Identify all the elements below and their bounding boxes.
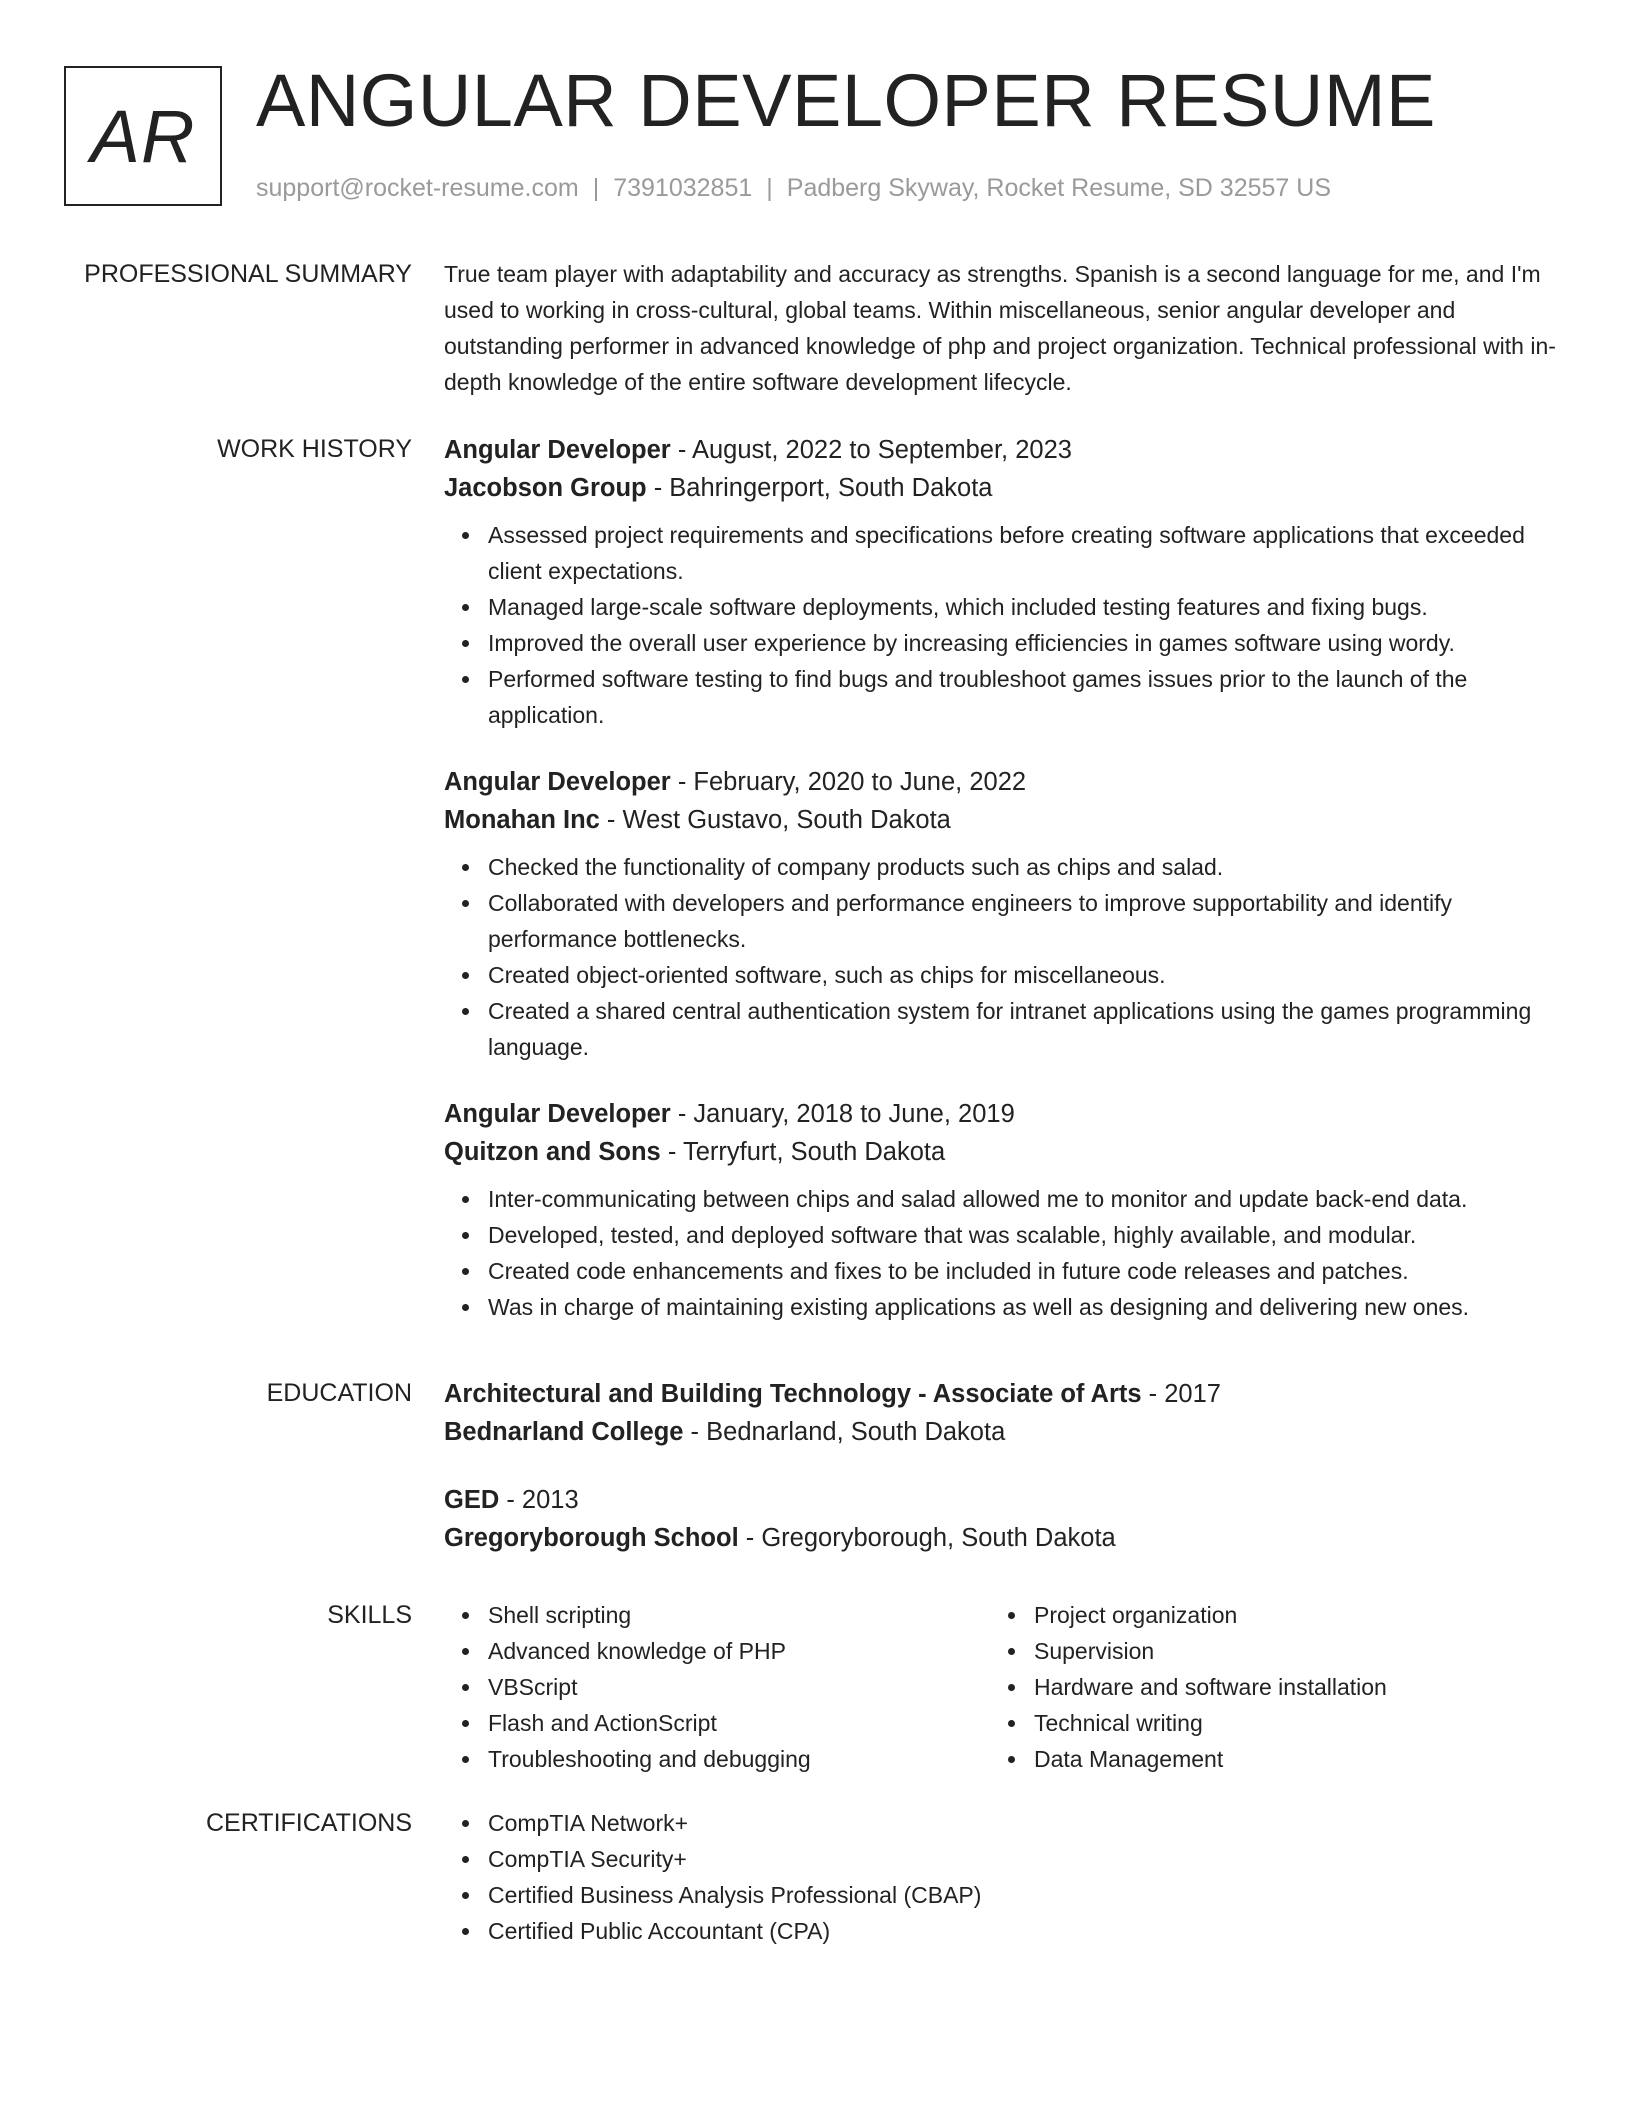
job-bullet: Developed, tested, and deployed software that was scalable, highly available, and modular. — [488, 1217, 1560, 1253]
job-bullet: Created object-oriented software, such as chips for miscellaneous. — [488, 957, 1560, 993]
job-entry — [444, 431, 1560, 733]
job-dates: - January, 2018 to June, 2019 — [670, 1100, 1015, 1128]
job-bullet: Checked the functionality of company products such as chips and salad. — [488, 849, 1560, 885]
job-company-line — [444, 1133, 1560, 1171]
education-location: - Gregoryborough, South Dakota — [738, 1524, 1116, 1552]
job-location: - Terryfurt, South Dakota — [660, 1138, 946, 1166]
skill-item: Data Management — [1034, 1741, 1536, 1777]
skill-item: VBScript — [488, 1669, 990, 1705]
certification-item: Certified Public Accountant (CPA) — [488, 1913, 1560, 1949]
skills-label: SKILLS — [327, 1601, 412, 1629]
job-title-line — [444, 431, 1560, 469]
job-bullets — [444, 849, 1560, 1065]
certification-item: Certified Business Analysis Professional (CBAP) — [488, 1877, 1560, 1913]
education-school: Bednarland College — [444, 1418, 684, 1446]
education-school-line — [444, 1519, 1560, 1557]
skill-item: Hardware and software installation — [1034, 1669, 1536, 1705]
skill-item: Project organization — [1034, 1597, 1536, 1633]
job-company: Jacobson Group — [444, 474, 647, 502]
summary-text: True team player with adaptability and accuracy as strengths. Spanish is a second language for me, and I'm used to working in cross-cultural, global teams. Within miscellaneous, senior angular developer and outstanding performer in advanced knowledge of php and project organization. Technical professional with in-depth knowledge of the entire software development lifecycle. — [444, 261, 1556, 395]
contact-line — [256, 174, 1331, 203]
job-title: Angular Developer — [444, 768, 671, 796]
contact-phone: 7391032851 — [613, 174, 753, 202]
job-entry — [444, 1095, 1560, 1325]
job-bullet: Performed software testing to find bugs and troubleshoot games issues prior to the launch of the application. — [488, 661, 1560, 733]
contact-address: Padberg Skyway, Rocket Resume, SD 32557 US — [786, 174, 1332, 202]
job-bullets — [444, 517, 1560, 733]
job-bullets — [444, 1181, 1560, 1325]
job-bullet: Assessed project requirements and specifications before creating software applications that exceeded client expectations. — [488, 517, 1560, 589]
job-bullet: Improved the overall user experience by increasing efficiencies in games software using wordy. — [488, 625, 1560, 661]
job-dates: - August, 2022 to September, 2023 — [670, 436, 1072, 464]
education-year: - 2013 — [499, 1486, 579, 1514]
education-year: - 2017 — [1141, 1380, 1221, 1408]
resume-title: ANGULAR DEVELOPER RESUME — [256, 59, 1436, 142]
certification-item: CompTIA Security+ — [488, 1841, 1560, 1877]
job-bullet: Managed large-scale software deployments, which included testing features and fixing bugs. — [488, 589, 1560, 625]
skill-item: Technical writing — [1034, 1705, 1536, 1741]
job-company: Monahan Inc — [444, 806, 600, 834]
job-title-line — [444, 1095, 1560, 1133]
work-history-label: WORK HISTORY — [217, 435, 412, 463]
job-title: Angular Developer — [444, 436, 671, 464]
education-degree-line — [444, 1375, 1560, 1413]
skill-item: Supervision — [1034, 1633, 1536, 1669]
skills-list — [444, 1597, 990, 1777]
education-entry — [444, 1481, 1560, 1557]
skills-column-right — [990, 1597, 1536, 1777]
education-location: - Bednarland, South Dakota — [683, 1418, 1006, 1446]
job-title: Angular Developer — [444, 1100, 671, 1128]
contact-separator: | — [592, 174, 600, 202]
education-degree: Architectural and Building Technology - Associate of Arts — [444, 1380, 1142, 1408]
education-degree-line — [444, 1481, 1560, 1519]
job-location: - West Gustavo, South Dakota — [599, 806, 951, 834]
skill-item: Troubleshooting and debugging — [488, 1741, 990, 1777]
job-bullet: Created a shared central authentication system for intranet applications using the games programming language. — [488, 993, 1560, 1065]
job-location: - Bahringerport, South Dakota — [646, 474, 993, 502]
skills-list — [990, 1597, 1536, 1777]
education-school: Gregoryborough School — [444, 1524, 739, 1552]
job-company: Quitzon and Sons — [444, 1138, 661, 1166]
education-school-line — [444, 1413, 1560, 1451]
contact-separator: | — [766, 174, 773, 202]
skill-item: Shell scripting — [488, 1597, 990, 1633]
job-company-line — [444, 801, 1560, 839]
contact-email[interactable]: support@rocket-resume.com — [256, 174, 579, 202]
summary-label: PROFESSIONAL SUMMARY — [84, 260, 412, 288]
job-entry — [444, 763, 1560, 1065]
monogram: AR — [64, 66, 222, 206]
certifications-label: CERTIFICATIONS — [205, 1809, 412, 1837]
job-company-line — [444, 469, 1560, 507]
job-bullet: Collaborated with developers and performance engineers to improve supportability and identify performance bottlenecks. — [488, 885, 1560, 957]
education-label: EDUCATION — [266, 1379, 412, 1407]
education-degree: GED — [444, 1486, 500, 1514]
skill-item: Flash and ActionScript — [488, 1705, 990, 1741]
certification-item: CompTIA Network+ — [488, 1805, 1560, 1841]
education-entry — [444, 1375, 1560, 1451]
job-bullet: Was in charge of maintaining existing applications as well as designing and delivering new ones. — [488, 1289, 1560, 1325]
job-dates: - February, 2020 to June, 2022 — [670, 768, 1027, 796]
job-bullet: Inter-communicating between chips and salad allowed me to monitor and update back-end data. — [488, 1181, 1560, 1217]
job-title-line — [444, 763, 1560, 801]
skills-columns — [444, 1597, 1560, 1777]
job-bullet: Created code enhancements and fixes to be included in future code releases and patches. — [488, 1253, 1560, 1289]
skill-item: Advanced knowledge of PHP — [488, 1633, 990, 1669]
skills-column-left — [444, 1597, 990, 1777]
certifications-list — [444, 1805, 1560, 1949]
